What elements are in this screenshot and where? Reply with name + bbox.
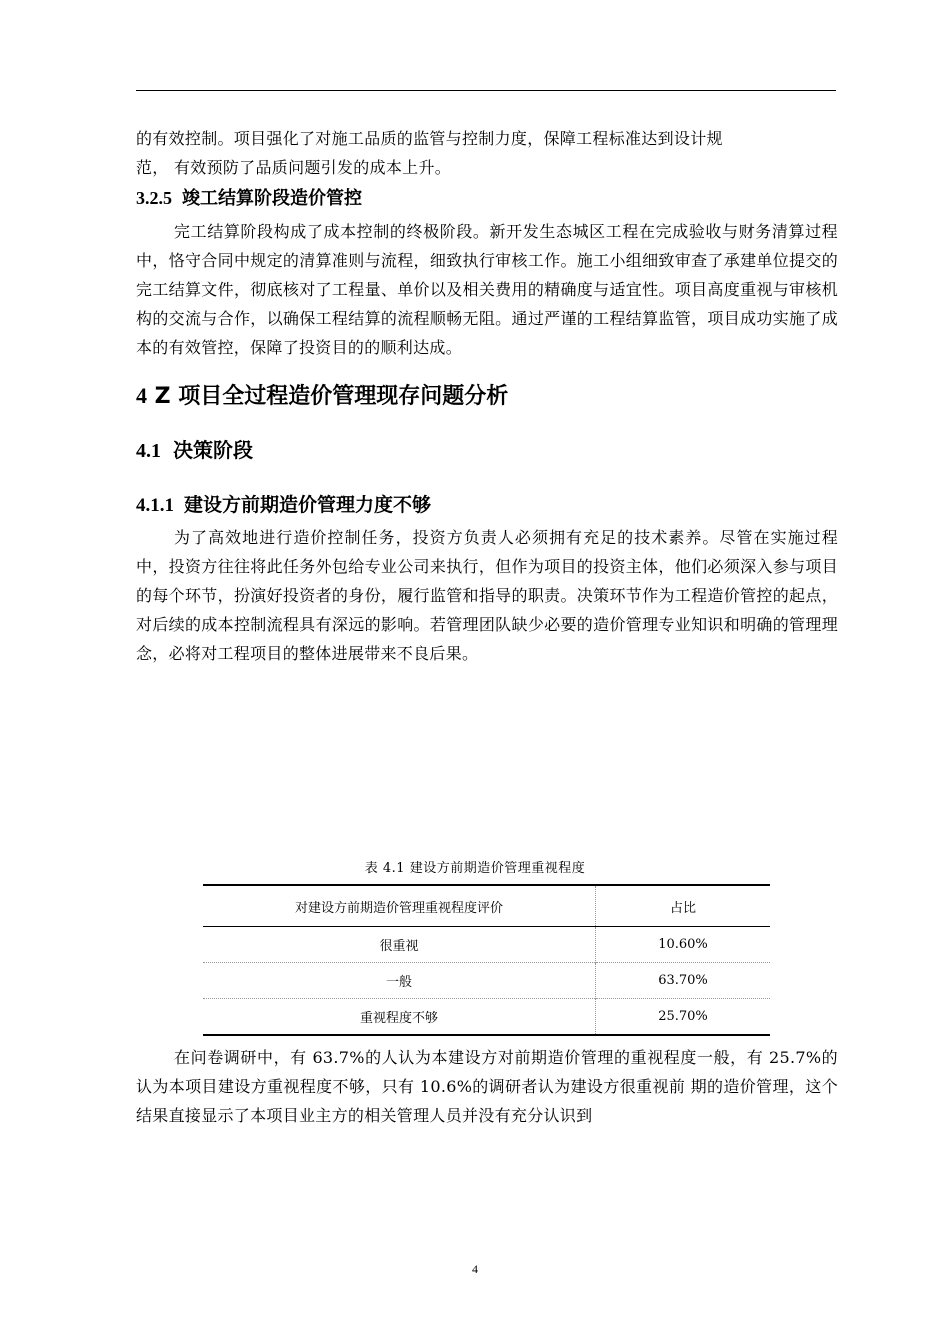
- table-header-row: [203, 885, 770, 927]
- table-cell: 63.70%: [658, 973, 708, 988]
- section-title: 建设方前期造价管理力度不够: [184, 494, 432, 516]
- chapter-number: 4: [136, 383, 147, 408]
- header-rule: [136, 90, 836, 91]
- table-row: [203, 963, 770, 999]
- section-4-1-1-paragraph: 为了高效地进行造价控制任务，投资方负责人必须拥有充足的技术素养。尽管在实施过程中，投资方往往将此任务外包给专业公司来执行，但作为项目的投资主体，他们必须深入参与项目的每个环节，扮演好投资者的身份，履行监管和指导的职责。决策环节作为工程造价管控的起点，对后续的成本控制流程具有深远的影响。若管理团队缺少必要的造价管理专业知识和明确的管理理念，必将对工程项目的整体进展带来不良后果。: [136, 528, 838, 663]
- table-cell: 25.70%: [658, 1009, 708, 1024]
- section-heading-4-1-1: [136, 490, 838, 521]
- section-heading-3-2-5: [136, 184, 838, 213]
- table-header-cell: 对建设方前期造价管理重视程度评价: [203, 885, 596, 927]
- chapter-heading-4: [136, 380, 838, 413]
- main-content: [136, 124, 838, 668]
- table-row: [203, 927, 770, 963]
- section-heading-4-1: [136, 435, 838, 466]
- table-cell: 10.60%: [658, 937, 708, 952]
- page-number: 4: [472, 1262, 478, 1276]
- table-header-cell: 占比: [669, 900, 696, 916]
- section-number: 4.1: [136, 440, 161, 462]
- continued-paragraph: [136, 124, 838, 182]
- table-cell: 重视程度不够: [203, 999, 596, 1036]
- data-table: [203, 884, 770, 1036]
- section-number: 4.1.1: [136, 495, 174, 516]
- after-table-paragraph: 在问卷调研中，有 63.7%的人认为本建设方对前期造价管理的重视程度一般，有 25.7%的认为本项目建设方重视程度不够，只有 10.6%的调研者认为建设方很重视前 期的造价管理，这个结果直接显示了本项目业主方的相关管理人员并没有充分认识到: [136, 1048, 838, 1125]
- after-table-content: [136, 1043, 838, 1130]
- table-caption: 表 4.1 建设方前期造价管理重视程度: [364, 861, 586, 876]
- section-title: 竣工结算阶段造价管控: [182, 188, 362, 209]
- section-number: 3.2.5: [136, 188, 172, 208]
- continued-line-2: 范， 有效预防了品质问题引发的成本上升。: [136, 158, 452, 177]
- table-container: [203, 884, 770, 1036]
- table-cell: 一般: [203, 963, 596, 999]
- continued-line-1: 的有效控制。项目强化了对施工品质的监管与控制力度，保障工程标准达到设计规: [136, 129, 723, 148]
- section-title: 决策阶段: [173, 438, 253, 462]
- table-row: [203, 999, 770, 1036]
- chapter-title: Z 项目全过程造价管理现存问题分析: [154, 384, 509, 409]
- table-cell: 很重视: [203, 927, 596, 963]
- section-3-2-5-paragraph: 完工结算阶段构成了成本控制的终极阶段。新开发生态城区工程在完成验收与财务清算过程中，恪守合同中规定的清算准则与流程，细致执行审核工作。施工小组细致审查了承建单位提交的完工结算文件，彻底核对了工程量、单价以及相关费用的精确度与适宜性。项目高度重视与审核机构的交流与合作，以确保工程结算的流程顺畅无阻。通过严谨的工程结算监管，项目成功实施了成本的有效管控，保障了投资目的的顺利达成。: [136, 222, 838, 357]
